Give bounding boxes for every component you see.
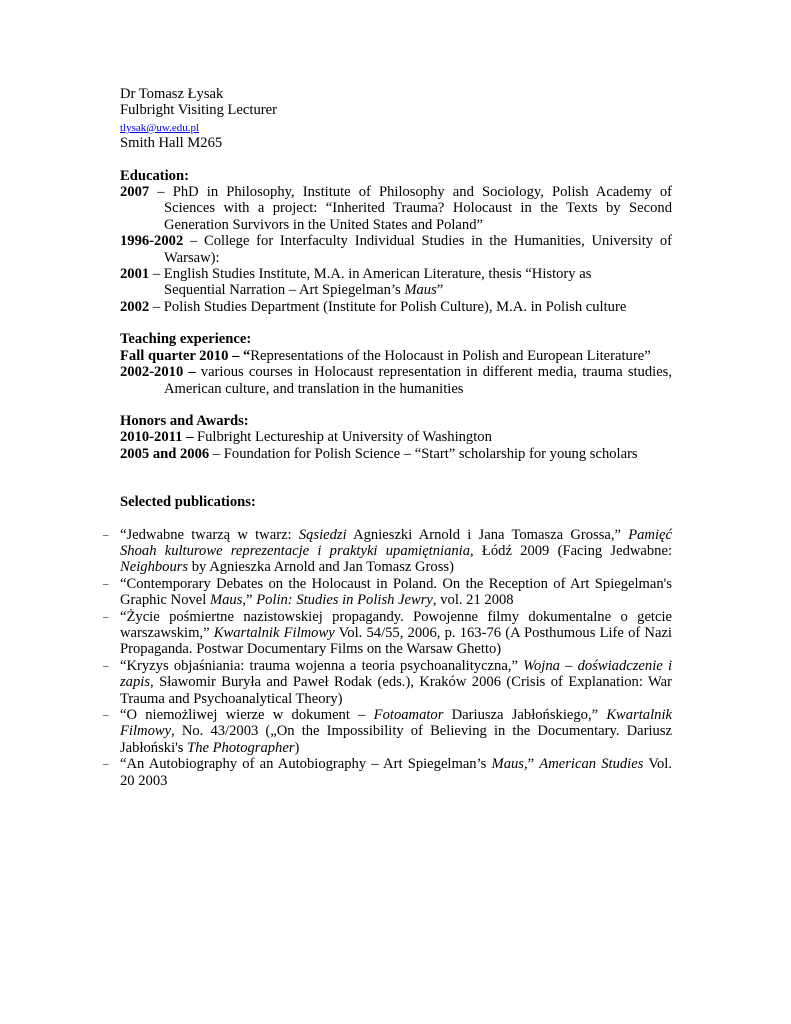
publication-title-italic: The Photographer	[187, 739, 295, 756]
bullet-dash: –	[103, 659, 109, 672]
publication-item	[103, 526, 673, 576]
publication-title-italic: American Studies	[539, 756, 644, 773]
publication-title-italic: Pamięć Shoah kulturowe reprezentacje i praktyki upamiętniania	[120, 526, 672, 559]
education-heading: Education:	[120, 167, 189, 184]
teaching-heading: Teaching experience:	[120, 331, 252, 348]
publication-text: “O niemożliwej wierze w dokument –	[120, 707, 374, 723]
bullet-dash: –	[103, 758, 109, 771]
office-location: Smith Hall M265	[120, 135, 223, 152]
publication-text: ,”	[523, 756, 540, 773]
publication-title-italic: Polin: Studies in Polish Jewry	[256, 592, 433, 609]
publication-text: by Agnieszka Arnold and Jan Tomasz Gross)	[188, 559, 454, 576]
education-entry: 2007 – PhD in Philosophy, Institute of Philosophy and Sociology, Polish Academy of Sciences with a project: “Inherited Trauma? Holocaust in the Texts by Second Generation Survivors in the United States and Poland”	[120, 184, 672, 233]
publication-item	[103, 575, 672, 609]
honors-entry: 2010-2011 – Fulbright Lectureship at University of Washington	[120, 429, 492, 446]
publication-text: Vol. 20 2003	[120, 756, 672, 789]
publication-text: , Łódź 2009 (Facing Jedwabne:	[470, 542, 673, 559]
publication-title-italic: Maus	[209, 592, 243, 609]
publication-text: , vol. 21 2008	[432, 592, 514, 609]
author-name: Dr Tomasz Łysak	[120, 86, 224, 102]
publication-item	[103, 707, 672, 756]
education-entry: 2001 – English Studies Institute, M.A. in American Literature, thesis “History as Sequential Narration – Art Spiegelman’s Maus”	[120, 266, 592, 299]
bullet-dash: –	[103, 528, 109, 541]
publication-title-italic: Sąsiedzi	[298, 526, 347, 543]
teaching-entry: Fall quarter 2010 – “Representations of the Holocaust in Polish and European Literature”	[120, 347, 651, 364]
bullet-dash: –	[103, 577, 109, 590]
publication-text: “Jedwabne twarzą w twarz:	[120, 526, 299, 543]
teaching-entry: 2002-2010 – various courses in Holocaust representation in different media, trauma studies, American culture, and translation in the humanities	[120, 364, 673, 397]
bullet-dash: –	[103, 610, 109, 623]
cv-content	[103, 86, 673, 789]
publications-heading: Selected publications:	[120, 494, 256, 511]
publication-item	[103, 608, 672, 658]
publication-title-italic: Kwartalnik Filmowy	[213, 624, 335, 641]
publication-text: “Contemporary Debates on the Holocaust in Poland. On the Reception of Art Spiegelman's Graphic Novel	[120, 575, 672, 609]
publication-text: “Kryzys objaśniania: trauma wojenna a teoria psychoanalityczna,”	[120, 657, 524, 674]
publication-title-italic: Wojna – doświadczenie i zapis	[120, 657, 673, 691]
email-link[interactable]: tlysak@uw.edu.pl	[120, 121, 200, 134]
bullet-dash: –	[103, 709, 109, 721]
publication-text: Vol. 54/55, 2006, p. 163-76 (A Posthumous Life of Nazi Propaganda. Postwar Documentary Films on the Warsaw Ghetto)	[120, 624, 672, 658]
publications-list	[103, 526, 673, 790]
publication-title-italic: Maus	[491, 756, 524, 773]
publication-text: “Życie pośmiertne nazistowskiej propagandy. Powojenne filmy dokumentalne o getcie warszawskim,”	[120, 608, 672, 641]
publication-text: ,”	[242, 592, 257, 609]
honors-heading: Honors and Awards:	[120, 412, 249, 429]
publication-text: “An Autobiography of an Autobiography – Art Spiegelman’s	[120, 756, 492, 773]
education-entry: 2002 – Polish Studies Department (Institute for Polish Culture), M.A. in Polish culture	[120, 298, 627, 315]
publication-title-italic: Kwartalnik Filmowy	[120, 707, 672, 740]
publication-text: Agnieszki Arnold i Jana Tomasza Grossa,”	[346, 526, 629, 543]
publication-text: )	[294, 739, 300, 756]
publication-text: Dariusza Jabłońskiego,”	[443, 707, 607, 723]
publication-text: , No. 43/2003 („On the Impossibility of Believing in the Documentary. Dariusz Jabłoński's	[120, 723, 672, 756]
publication-item	[103, 756, 672, 789]
publication-title-italic: Neighbours	[120, 559, 189, 576]
author-position: Fulbright Visiting Lecturer	[120, 102, 277, 119]
education-entry: 1996-2002 – College for Interfaculty Individual Studies in the Humanities, University of Warsaw):	[120, 233, 672, 266]
publication-item	[103, 657, 673, 707]
publication-text: , Sławomir Buryła and Paweł Rodak (eds.), Kraków 2006 (Crisis of Explanation: War Trauma and Psychoanalytical Theory)	[120, 674, 672, 707]
publication-title-italic: Fotoamator	[373, 707, 444, 723]
honors-entry: 2005 and 2006 – Foundation for Polish Science – “Start” scholarship for young scholars	[120, 445, 638, 462]
